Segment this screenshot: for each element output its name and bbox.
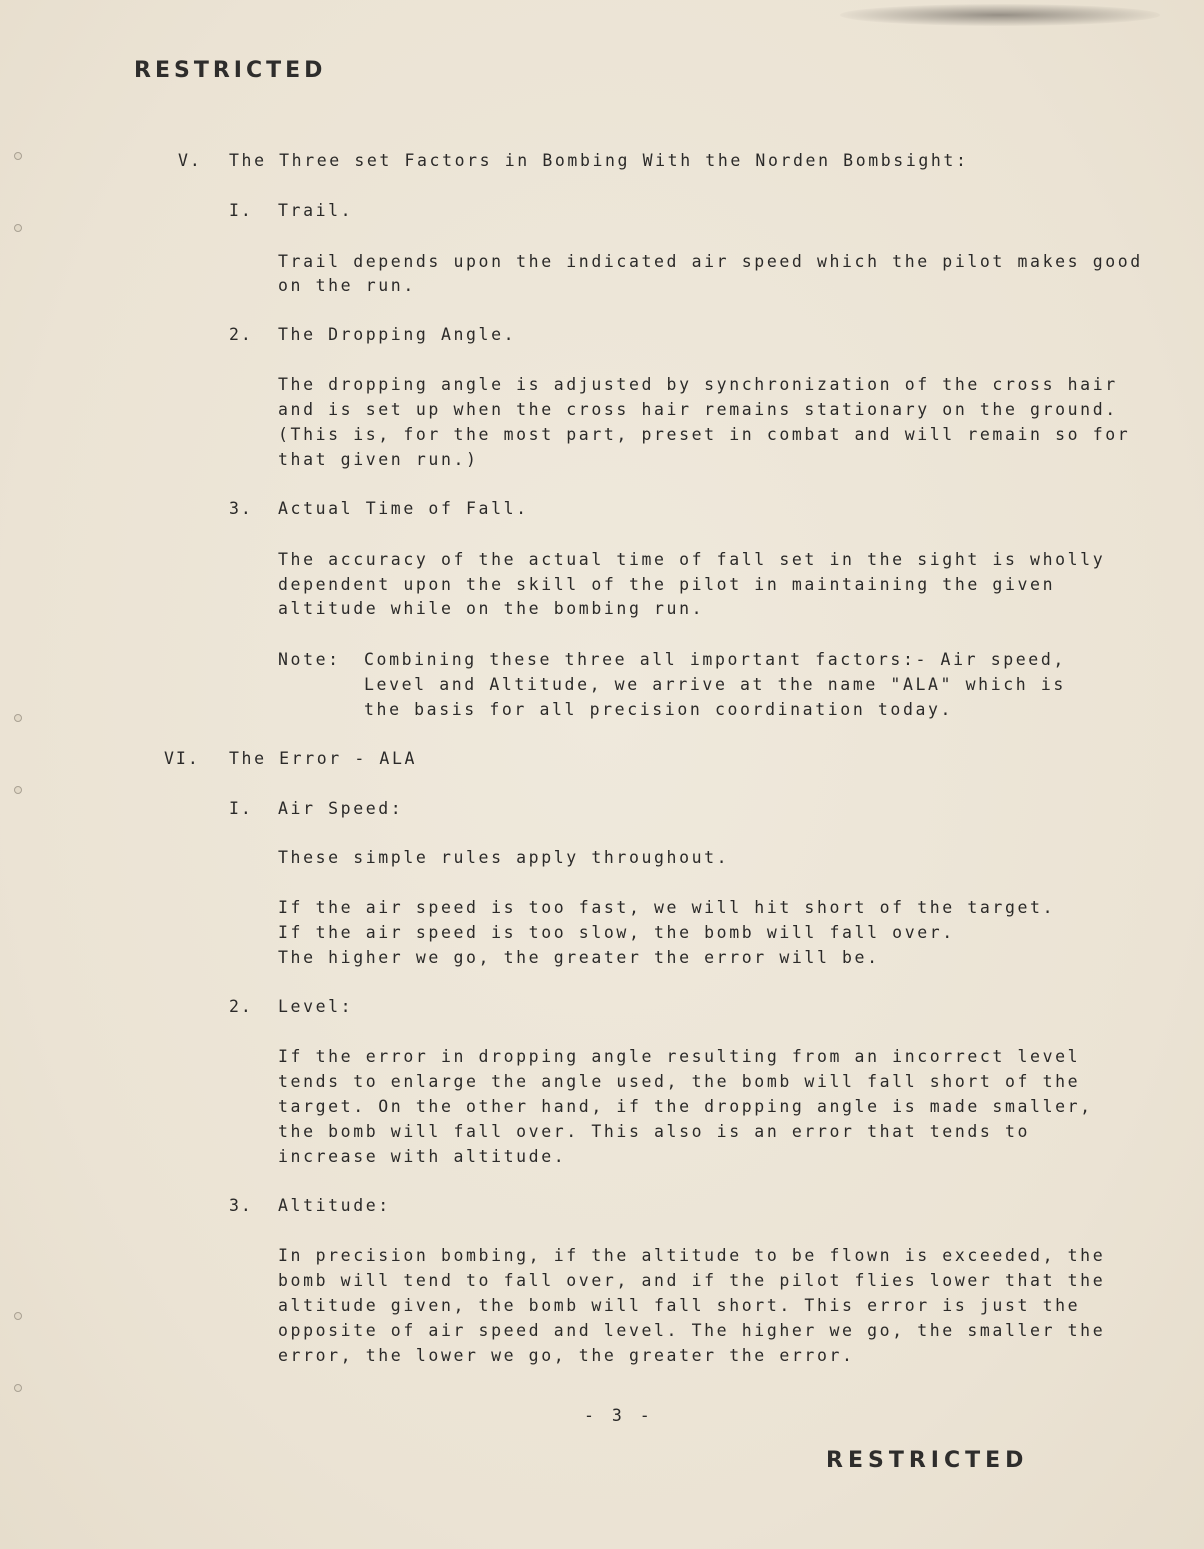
item-vi3-heading: Altitude: [278,1196,391,1215]
item-vi2-text: target. On the other hand, if the dropping angle is made smaller, [278,1097,1093,1116]
section-v-title: The Three set Factors in Bombing With the Norden Bombsight: [229,151,969,170]
section-vi-title: The Error - ALA [229,749,418,768]
item-v1-number: I. [229,201,253,220]
note-text: Level and Altitude, we arrive at the name "ALA" which is [364,675,1066,694]
item-vi2-number: 2. [229,997,253,1016]
item-vi3-text: bomb will tend to fall over, and if the pilot flies lower that the [278,1271,1106,1290]
item-vi1-text: These simple rules apply throughout. [278,848,730,867]
item-v3-number: 3. [229,499,253,518]
item-v1-text: Trail depends upon the indicated air speed which the pilot makes good [278,252,1143,271]
item-vi2-text: the bomb will fall over. This also is an error that tends to [278,1122,1031,1141]
scan-smudge [840,4,1160,26]
punch-hole [14,152,22,160]
item-vi2-heading: Level: [278,997,354,1016]
section-vi-numeral: VI. [164,749,200,768]
item-v3-heading: Actual Time of Fall. [278,499,529,518]
item-vi1-text: If the air speed is too slow, the bomb will fall over. [278,923,955,942]
item-vi1-text: If the air speed is too fast, we will hit short of the target. [278,898,1056,917]
item-vi3-text: opposite of air speed and level. The higher we go, the smaller the [278,1321,1106,1340]
item-v1-text: on the run. [278,276,416,295]
item-vi2-text: If the error in dropping angle resulting from an incorrect level [278,1047,1081,1066]
item-v2-text: and is set up when the cross hair remains stationary on the ground. [278,400,1118,419]
item-v2-text: The dropping angle is adjusted by synchronization of the cross hair [278,375,1118,394]
punch-hole [14,1384,22,1392]
punch-hole [14,786,22,794]
restricted-stamp-top: RESTRICTED [134,58,327,83]
item-vi2-text: tends to enlarge the angle used, the bomb will fall short of the [278,1072,1081,1091]
section-v-numeral: V. [178,151,202,170]
punch-hole [14,714,22,722]
item-vi1-heading: Air Speed: [278,799,404,818]
item-vi1-number: I. [229,799,253,818]
item-v2-heading: The Dropping Angle. [278,325,517,344]
item-v3-text: dependent upon the skill of the pilot in maintaining the given [278,575,1056,594]
item-v3-text: altitude while on the bombing run. [278,599,705,618]
item-v3-text: The accuracy of the actual time of fall set in the sight is wholly [278,550,1106,569]
item-vi3-text: error, the lower we go, the greater the error. [278,1346,855,1365]
restricted-stamp-bottom: RESTRICTED [826,1448,1029,1473]
item-v2-text: (This is, for the most part, preset in combat and will remain so for [278,425,1131,444]
punch-hole [14,1312,22,1320]
punch-hole [14,224,22,232]
item-v1-heading: Trail. [278,201,354,220]
note-text: Combining these three all important factors:- Air speed, [364,650,1066,669]
note-label: Note: [278,650,341,669]
item-vi2-text: increase with altitude. [278,1147,567,1166]
note-text: the basis for all precision coordination today. [364,700,954,719]
item-vi3-number: 3. [229,1196,253,1215]
item-v2-text: that given run.) [278,450,479,469]
page-number: - 3 - [584,1406,654,1425]
item-vi1-text: The higher we go, the greater the error will be. [278,948,880,967]
item-vi3-text: altitude given, the bomb will fall short. This error is just the [278,1296,1081,1315]
item-v2-number: 2. [229,325,253,344]
item-vi3-text: In precision bombing, if the altitude to be flown is exceeded, the [278,1246,1106,1265]
